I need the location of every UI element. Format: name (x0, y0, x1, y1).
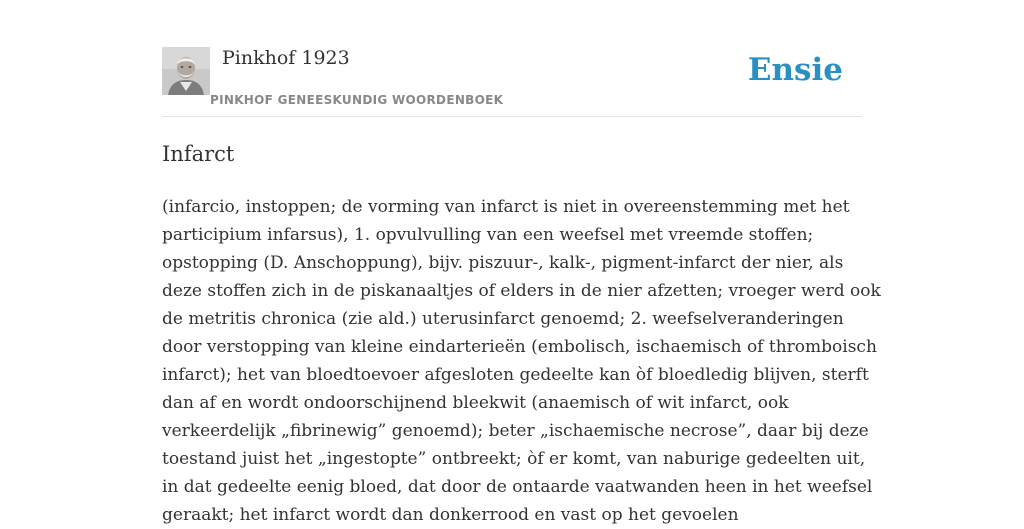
definition-line: opstopping (D. Anschoppung), bijv. piszuur-, kalk-, pigment-infarct der nier, als (162, 253, 844, 273)
definition-line: toestand juist het „ingestopte” ontbreekt; òf er komt, van naburige gedeelten uit, (162, 449, 866, 469)
entry-term: Infarct (162, 142, 235, 166)
definition-line: deze stoffen zich in de piskanaaltjes of elders in de nier afzetten; vroeger werd ook (162, 281, 881, 301)
definition-line: (infarcio, instoppen; de vorming van infarct is niet in overeenstemming met het (162, 197, 850, 217)
definition-line: door verstopping van kleine eindarterieën (embolisch, ischaemisch of thromboisch (162, 337, 877, 357)
definition-line: de metritis chronica (zie ald.) uterusinfarct genoemd; 2. weefselveranderingen (162, 309, 844, 329)
entry-definition (162, 193, 882, 529)
author-avatar[interactable] (162, 47, 210, 95)
definition-line: in dat gedeelte eenig bloed, dat door de ontaarde vaatwanden heen in het weefsel (162, 477, 873, 497)
definition-line: geraakt; het infarct wordt dan donkerrood en vast op het gevoelen (162, 505, 739, 525)
definition-line: participium infarsus), 1. opvulvulling van een weefsel met vreemde stoffen; (162, 225, 814, 245)
entry-header (162, 46, 862, 117)
ensie-logo[interactable]: Ensie (747, 52, 843, 88)
portrait-photo-icon (162, 47, 210, 95)
author-name[interactable]: Pinkhof 1923 (222, 47, 350, 69)
dictionary-name[interactable]: PINKHOF GENEESKUNDIG WOORDENBOEK (210, 93, 504, 107)
definition-line: dan af en wordt ondoorschijnend bleekwit (anaemisch of wit infarct, ook (162, 393, 789, 413)
definition-line: infarct); het van bloedtoevoer afgesloten gedeelte kan òf bloedledig blijven, sterft (162, 365, 869, 385)
definition-line: verkeerdelijk „fibrinewig” genoemd); beter „ischaemische necrose”, daar bij deze (162, 421, 869, 441)
